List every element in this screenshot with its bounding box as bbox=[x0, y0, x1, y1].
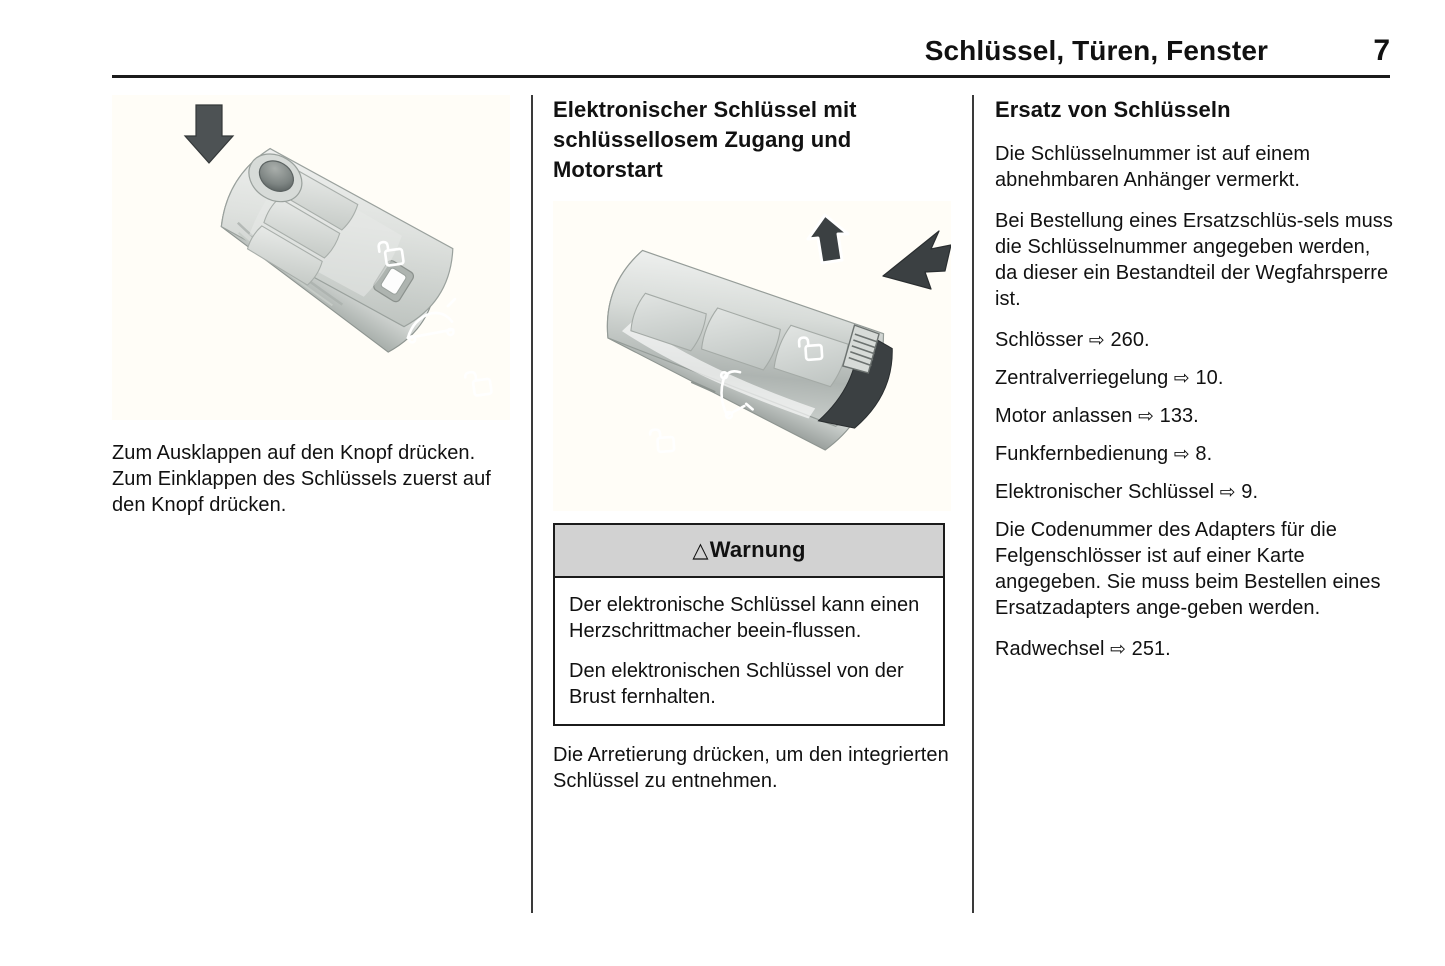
xref-page: 8. bbox=[1195, 443, 1213, 465]
folding-key-description: Zum Ausklappen auf den Knopf drücken. Zum Einklappen des Schlüssels zuerst auf den Knopf drücken. bbox=[112, 442, 491, 516]
xref-electronic-key bbox=[995, 479, 1393, 505]
warning-paragraph-1: Der elektronische Schlüssel kann einen Herzschrittmacher beein-flussen. bbox=[569, 594, 920, 642]
xref-arrow-icon: ⇨ bbox=[1219, 481, 1236, 503]
latch-press-arrow-icon bbox=[808, 215, 848, 263]
xref-arrow-icon: ⇨ bbox=[1173, 443, 1190, 465]
xref-label: Zentralverriegelung bbox=[995, 367, 1169, 389]
xref-page: 133. bbox=[1159, 405, 1199, 427]
xref-label: Motor anlassen bbox=[995, 405, 1133, 427]
ordering-paragraph: Bei Bestellung eines Ersatzschlüs-sels muss die Schlüsselnummer angegeben werden, da dieser ein Bestandteil der Wegfahrsperre ist. bbox=[995, 210, 1393, 310]
xref-wheel-change bbox=[995, 636, 1393, 662]
unlock-icon bbox=[465, 370, 492, 397]
adapter-code-paragraph: Die Codenummer des Adapters für die Felgenschlösser ist auf einer Karte angegeben. Sie muss beim Bestellen eines Ersatzadapters ange-geben werden. bbox=[995, 519, 1381, 619]
xref-page: 260. bbox=[1110, 329, 1150, 351]
xref-arrow-icon: ⇨ bbox=[1138, 405, 1155, 427]
xref-page: 10. bbox=[1195, 367, 1224, 389]
key-pullout-arrow-icon bbox=[883, 231, 951, 289]
xref-remote-control bbox=[995, 441, 1393, 467]
column-two bbox=[553, 95, 951, 809]
warning-triangle-icon: △ bbox=[692, 538, 709, 562]
page-number: 7 bbox=[1373, 34, 1390, 67]
column-divider-1 bbox=[531, 95, 533, 913]
xref-locks bbox=[995, 327, 1393, 353]
key-number-paragraph: Die Schlüsselnummer ist auf einem abnehmbaren Anhänger vermerkt. bbox=[995, 143, 1311, 191]
column-divider-2 bbox=[972, 95, 974, 913]
page-header bbox=[112, 34, 1390, 76]
xref-page: 251. bbox=[1131, 638, 1171, 660]
xref-label: Schlösser bbox=[995, 329, 1084, 351]
press-down-arrow-icon bbox=[185, 105, 233, 163]
column-three bbox=[995, 95, 1393, 674]
column-one bbox=[112, 95, 510, 533]
unlock-icon bbox=[650, 428, 675, 452]
latch-description: Die Arretierung drücken, um den integrierten Schlüssel zu entnehmen. bbox=[553, 744, 949, 792]
heading-replacement-keys: Ersatz von Schlüsseln bbox=[995, 97, 1231, 122]
xref-page: 9. bbox=[1241, 481, 1259, 503]
warning-box bbox=[553, 523, 945, 726]
electronic-key-illustration bbox=[553, 201, 951, 511]
warning-body bbox=[555, 578, 943, 724]
warning-title: Warnung bbox=[709, 537, 806, 562]
xref-label: Elektronischer Schlüssel bbox=[995, 481, 1215, 503]
xref-label: Radwechsel bbox=[995, 638, 1105, 660]
xref-arrow-icon: ⇨ bbox=[1110, 638, 1127, 660]
warning-header bbox=[555, 525, 943, 578]
heading-electronic-key: Elektronischer Schlüssel mit schlüssellosem Zugang und Motorstart bbox=[553, 97, 857, 182]
xref-central-locking bbox=[995, 365, 1393, 391]
xref-label: Funkfernbedienung bbox=[995, 443, 1169, 465]
xref-arrow-icon: ⇨ bbox=[1088, 329, 1105, 351]
warning-paragraph-2: Den elektronischen Schlüssel von der Brust fernhalten. bbox=[569, 660, 904, 708]
xref-arrow-icon: ⇨ bbox=[1173, 367, 1190, 389]
folding-key-illustration bbox=[112, 95, 510, 420]
xref-engine-start bbox=[995, 403, 1393, 429]
figure-folding-key bbox=[112, 95, 510, 420]
page-title: Schlüssel, Türen, Fenster bbox=[924, 35, 1268, 66]
figure-electronic-key bbox=[553, 201, 951, 511]
header-rule bbox=[112, 75, 1390, 78]
